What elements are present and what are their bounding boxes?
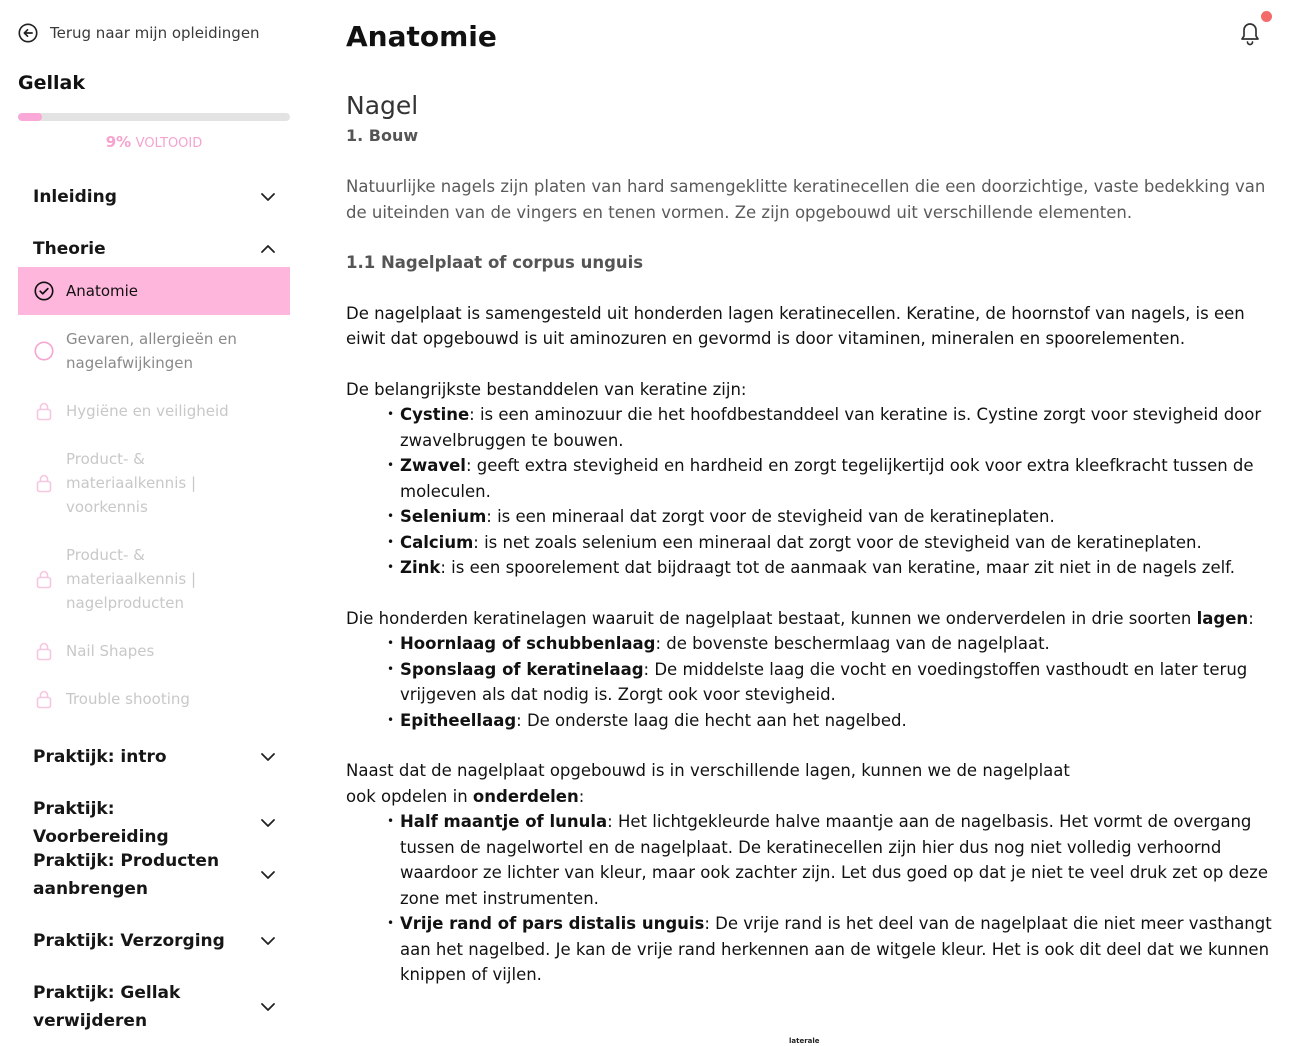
list-item — [386, 631, 1276, 657]
list-item-term: Sponslaag of keratinelaag — [400, 659, 644, 679]
lock-icon — [32, 471, 56, 495]
paragraph — [346, 758, 1276, 809]
lock-icon — [32, 639, 56, 663]
list-item — [386, 402, 1276, 453]
list-item-text: : is een mineraal dat zorgt voor de stevigheid van de keratineplaten. — [486, 507, 1055, 526]
paragraph — [346, 606, 1276, 632]
list-item-text: : geeft extra stevigheid en hardheid en zorgt tegelijkertijd ook voor extra kleefkracht tussen de moleculen. — [400, 456, 1254, 501]
chevron-down-icon — [258, 865, 278, 885]
paragraph-text: De belangrijkste bestanddelen van keratine zijn: — [346, 379, 747, 399]
lesson-content — [346, 88, 1276, 988]
section-label: Praktijk: intro — [33, 747, 167, 767]
lock-icon — [32, 399, 56, 423]
list-item-text: : de bovenste beschermlaag van de nagelplaat. — [655, 634, 1050, 653]
list-item-text: : Het lichtgekleurde halve maantje aan de nagelbasis. Het vormt de overgang tussen de nagelwortel en de nagelplaat. De keratinecellen zijn hier dus nog niet volledig verhoornd waardoor ze lichter van kleur, maar ook zachter zijn. Let dus goed op dat je niet te veel druk zet op deze zone met instrumenten. — [400, 812, 1268, 908]
list-item-term: Calcium — [400, 532, 474, 552]
list-item — [386, 809, 1276, 911]
list-item-text: : De middelste laag die vocht en voedingstoffen vasthoudt en later terug vrijgeven als dat nodig is. Zorgt ook voor stevigheid. — [400, 659, 1248, 704]
section-praktijk-intro[interactable] — [33, 743, 278, 771]
progress-bar — [18, 113, 290, 121]
lesson-label: Anatomie — [66, 282, 139, 300]
section-title: 1.1 Nagelplaat of corpus unguis — [346, 253, 644, 272]
sidebar — [0, 0, 308, 1046]
paragraph-text: ook opdelen in — [346, 786, 473, 806]
lesson-label: Product- & materiaalkennis | voorkennis — [66, 450, 196, 516]
list-item — [386, 530, 1276, 556]
progress-done-label: VOLTOOID — [135, 136, 203, 151]
notifications-button[interactable] — [1236, 18, 1264, 48]
paragraph-text: Die honderden keratinelagen waaruit de nagelplaat bestaat, kunnen we onderverdelen in drie soorten — [346, 608, 1197, 628]
list-item-term: Zink — [400, 558, 441, 577]
section-label: Theorie — [33, 239, 106, 259]
paragraph — [346, 377, 1276, 403]
intro-paragraph: Natuurlijke nagels zijn platen van hard samengeklitte keratinecellen die een doorzichtige, vaste bedekking van de uiteinden van de vingers en tenen vormen. Ze zijn opgebouwd uit verschillende elementen. — [346, 177, 1266, 222]
list-item-text: : is een spoorelement dat bijdraagt tot de aanmaak van keratine, maar zit niet in de nagels zelf. — [440, 558, 1236, 577]
chevron-down-icon — [258, 747, 278, 767]
progress-percent: 9% — [105, 133, 132, 151]
section-praktijk-gellak-verwijderen[interactable] — [33, 979, 278, 1035]
lock-icon — [32, 687, 56, 711]
figure-caption: laterale — [789, 1037, 820, 1045]
paragraph-bold: onderdelen — [472, 786, 579, 806]
course-title: Gellak — [18, 72, 85, 94]
chevron-up-icon — [258, 239, 278, 259]
list-item-text: : is net zoals selenium een mineraal dat zorgt voor de stevigheid van de keratineplaten. — [473, 532, 1202, 552]
progress-bar-fill — [18, 113, 42, 121]
section-theorie[interactable] — [33, 235, 278, 263]
list-item — [386, 708, 1276, 734]
lesson-label: Nail Shapes — [66, 642, 155, 660]
parts-list — [386, 809, 1276, 988]
lesson-item-anatomie[interactable] — [18, 267, 290, 315]
section-label: Praktijk: Verzorging — [33, 931, 225, 951]
section-label: Praktijk: Producten aanbrengen — [33, 851, 220, 899]
section-praktijk-voorbereiding[interactable] — [33, 795, 278, 851]
list-item — [386, 911, 1276, 988]
notification-dot — [1261, 11, 1272, 22]
chevron-down-icon — [258, 813, 278, 833]
keratine-components-list — [386, 402, 1276, 581]
list-item-text: : De vrije rand is het deel van de nagelplaat die niet meer vasthangt aan het nagelbed. Je kan de vrije rand herkennen aan de witgele kleur. Het is ook dit deel dat we kunnen knippen of vijlen. — [400, 914, 1272, 984]
check-circle-icon — [32, 279, 56, 303]
section-label: Praktijk: Voorbereiding — [33, 799, 169, 847]
paragraph-text: : — [578, 786, 585, 806]
section-inleiding[interactable] — [33, 183, 278, 211]
list-item-term: Half maantje of lunula — [400, 812, 608, 831]
paragraph: De nagelplaat is samengesteld uit honderden lagen keratinecellen. Keratine, de hoornstof van nagels, is een eiwit dat opgebouwd is uit aminozuren en gevormd is door vitaminen, mineralen en spoorelementen. — [346, 303, 1245, 348]
list-item-text: : is een aminozuur die het hoofdbestanddeel van keratine is. Cystine zorgt voor stevigheid door zwavelbruggen te bouwen. — [400, 405, 1262, 450]
section-praktijk-producten[interactable] — [33, 847, 278, 903]
circle-icon — [32, 339, 56, 363]
list-item-term: Vrije rand of pars distalis unguis — [400, 914, 705, 933]
lesson-label: Gevaren, allergieën en nagelafwijkingen — [66, 330, 237, 372]
list-item — [386, 453, 1276, 504]
lesson-item-nagelproducten[interactable] — [18, 543, 290, 615]
content-heading: Nagel — [346, 91, 419, 120]
lesson-label: Trouble shooting — [66, 690, 190, 708]
lesson-item-trouble-shooting[interactable] — [18, 687, 290, 711]
arrow-left-circle-icon — [17, 22, 39, 44]
content-subheading: 1. Bouw — [346, 126, 419, 145]
paragraph-text: Naast dat de nagelplaat opgebouwd is in verschillende lagen, kunnen we de nagelplaat — [346, 761, 1070, 780]
lesson-item-nail-shapes[interactable] — [18, 639, 290, 663]
chevron-down-icon — [258, 997, 278, 1017]
list-item-text: : De onderste laag die hecht aan het nagelbed. — [516, 710, 907, 730]
page-title: Anatomie — [346, 20, 497, 53]
bell-icon — [1236, 18, 1264, 48]
list-item-term: Zwavel — [400, 456, 466, 475]
lesson-item-hygiene[interactable] — [18, 399, 290, 423]
list-item-term: Cystine — [400, 405, 470, 424]
list-item — [386, 657, 1276, 708]
back-to-courses-link[interactable] — [17, 22, 260, 44]
lock-icon — [32, 567, 56, 591]
paragraph-bold: lagen — [1196, 608, 1249, 628]
list-item-term: Selenium — [400, 507, 487, 526]
list-item-term: Hoornlaag of schubbenlaag — [400, 634, 656, 653]
layers-list — [386, 631, 1276, 733]
lesson-label: Product- & materiaalkennis | nagelproducten — [66, 546, 196, 612]
section-praktijk-verzorging[interactable] — [33, 927, 278, 955]
lesson-item-voorkennis[interactable] — [18, 447, 290, 519]
chevron-down-icon — [258, 187, 278, 207]
lesson-item-gevaren[interactable] — [18, 327, 290, 375]
list-item — [386, 555, 1276, 581]
back-link-label: Terug naar mijn opleidingen — [50, 24, 260, 42]
section-label: Praktijk: Gellak verwijderen — [33, 983, 181, 1031]
section-label: Inleiding — [33, 187, 117, 207]
lesson-label: Hygiëne en veiligheid — [66, 402, 229, 420]
progress-label — [18, 133, 290, 151]
list-item-term: Epitheellaag — [400, 710, 517, 730]
paragraph-text: : — [1248, 608, 1254, 628]
list-item — [386, 504, 1276, 530]
chevron-down-icon — [258, 931, 278, 951]
